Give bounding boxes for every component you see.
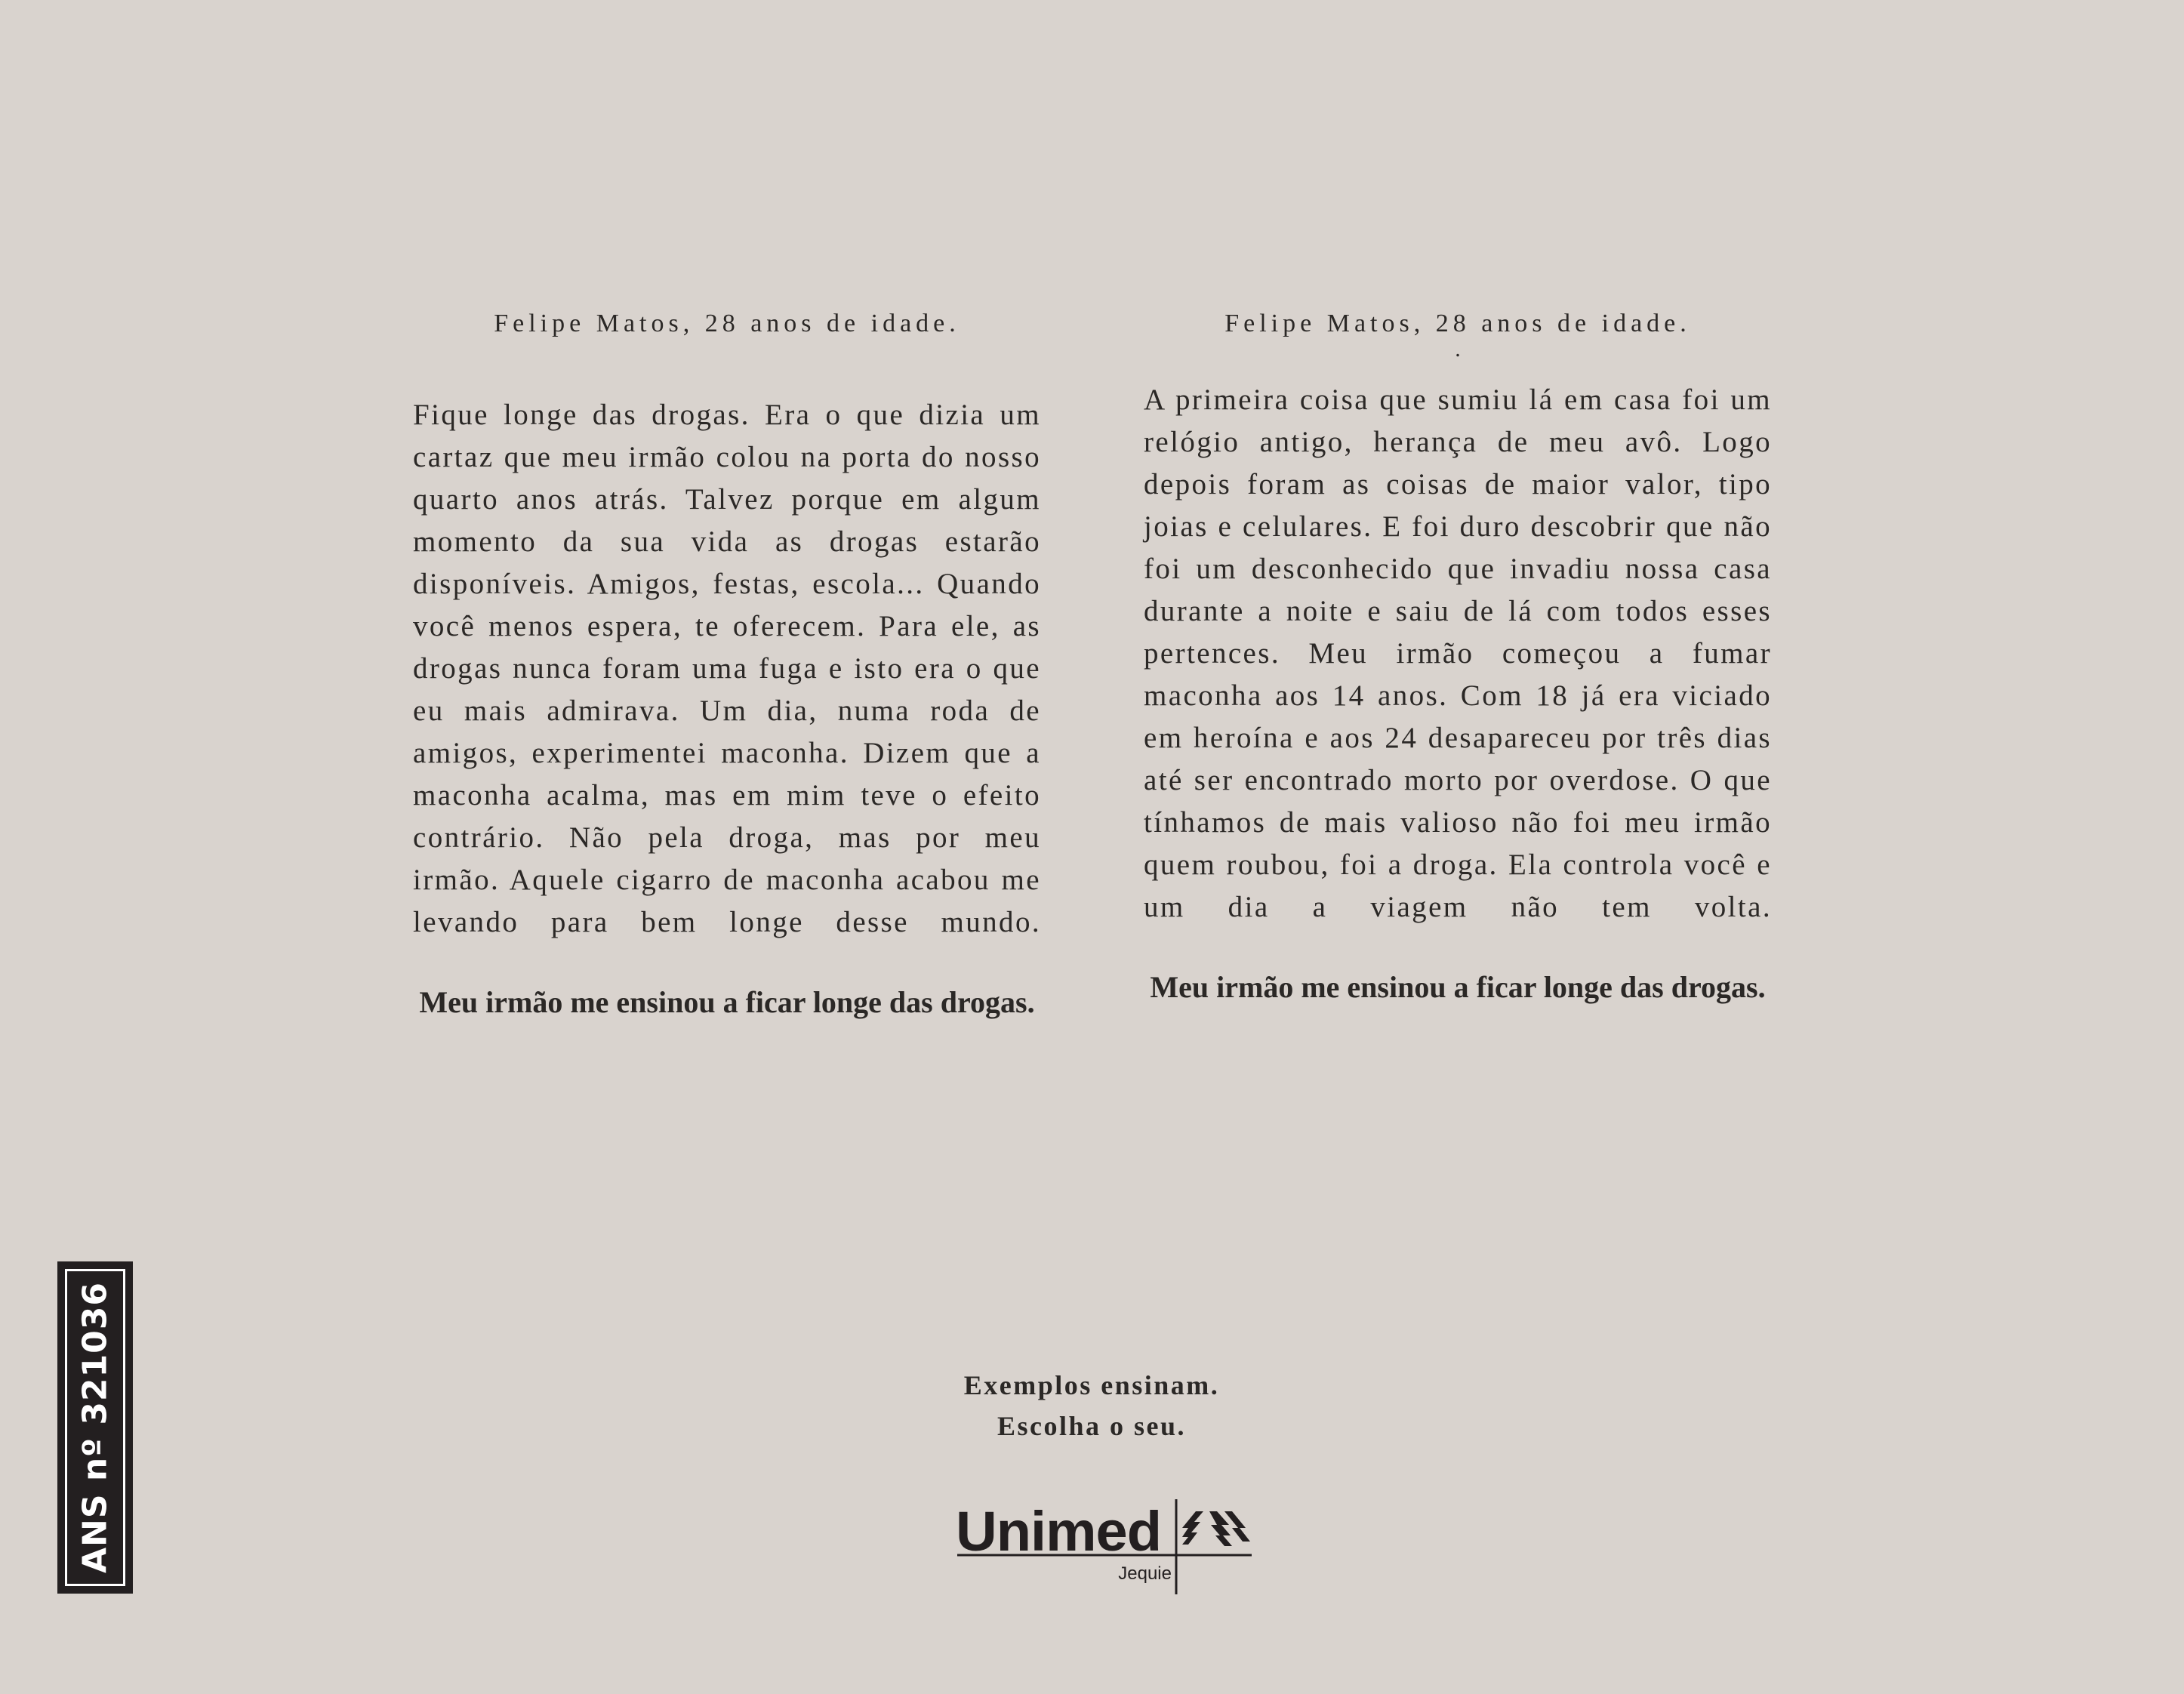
logo-brand-text: Unimed: [956, 1500, 1161, 1563]
left-body-text: Fique longe das drogas. Era o que dizia um cartaz que meu irmão colou na porta do nosso quarto anos atrás. Talvez porque em algum momento da sua vida as drogas estarão disponíveis. Amigos, festas, escola... Quando você menos espera, te oferecem. Para ele, as drogas nunca foram uma fuga e isto era o que eu mais admirava. Um dia, numa roda de amigos, experimentei maconha. Dizem que a maconha acalma, mas em mim teve o efeito contrário. Não pela droga, mas por meu irmão. Aquele cigarro de maconha acabou me levando para bem longe desse mundo.: [413, 399, 1041, 938]
slogan: [865, 1365, 1318, 1446]
right-byline: Felipe Matos, 28 anos de idade.: [1224, 310, 1691, 337]
left-byline: Felipe Matos, 28 anos de idade.: [494, 310, 960, 337]
right-body-text: A primeira coisa que sumiu lá em casa foi um relógio antigo, herança de meu avô. Logo depois foram as coisas de maior valor, tipo joias e celulares. E foi duro descobrir que não foi um desconhecido que invadiu nossa casa durante a noite e saiu de lá com todos esses pertences. Meu irmão começou a fumar maconha aos 14 anos. Com 18 já era viciado em heroína e aos 24 desapareceu por três dias até ser encontrado morto por overdose. O que tínhamos de mais valioso não foi meu irmão quem roubou, foi a droga. Ela controla você e um dia a viagem não tem volta.: [1144, 383, 1772, 923]
unimed-logo-graphic: [956, 1498, 1255, 1596]
right-closing-line: Meu irmão me ensinou a ficar longe das drogas.: [1150, 970, 1766, 1004]
ans-registration-badge: [57, 1261, 133, 1594]
slogan-line-1: Exemplos ensinam.: [963, 1370, 1220, 1400]
logo-city-text: Jequie: [1118, 1563, 1172, 1584]
left-article: [413, 306, 1041, 1022]
unimed-logo: [956, 1498, 1255, 1596]
unimed-tree-icon: [1182, 1511, 1250, 1546]
left-closing-line: Meu irmão me ensinou a ficar longe das drogas.: [419, 985, 1035, 1019]
right-dot-mark: .: [1455, 337, 1461, 362]
ans-registration-text: ANS nº 321036: [75, 1281, 115, 1574]
slogan-line-2: Escolha o seu.: [997, 1411, 1187, 1441]
right-article: [1144, 306, 1772, 1007]
